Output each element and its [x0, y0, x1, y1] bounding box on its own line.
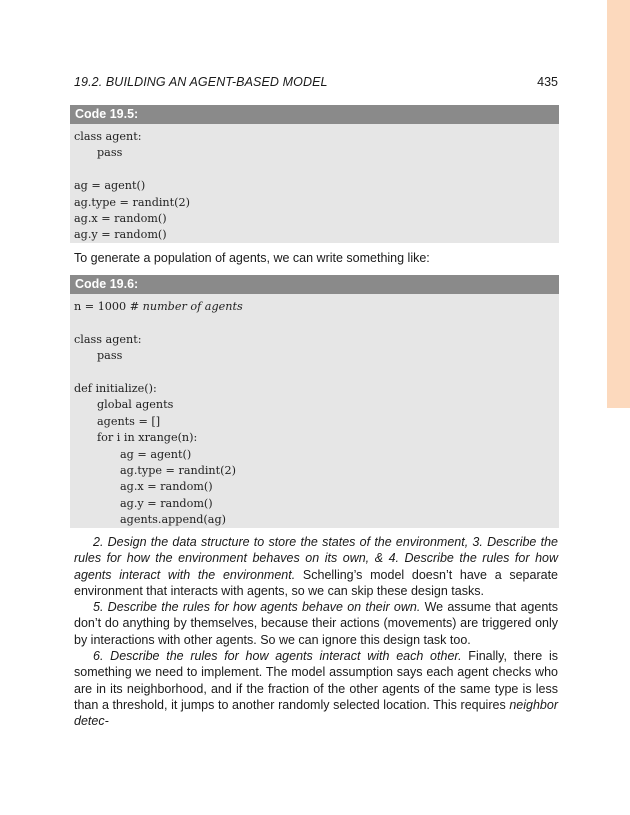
code-line: ag.x = random()	[74, 211, 167, 225]
body-text	[74, 534, 558, 730]
paragraph-lead: 2. Design the data structure to store the states of the environment, 3. Describe the rules for how the environment behaves on its own, & 4. Describe the rules for how agents interact with the environment.	[74, 535, 558, 582]
running-header	[74, 75, 558, 91]
code-line: ag.y = random()	[120, 496, 213, 510]
code-caption: Code 19.5:	[70, 105, 559, 124]
paragraph-lead: 5. Describe the rules for how agents behave on their own.	[93, 600, 421, 615]
paragraph	[74, 534, 558, 599]
code-line: global agents	[97, 398, 174, 412]
code-listing-19-5	[70, 105, 559, 243]
intro-sentence: To generate a population of agents, we can write something like:	[74, 251, 430, 265]
code-comment: # number of agents	[129, 300, 243, 313]
paragraph-text: Schelling’s model doesn’t have a separate environment that interacts with agents, so we can skip these design tasks.	[74, 567, 559, 598]
code-line: ag = agent()	[74, 179, 146, 193]
paragraph-lead: 6. Describe the rules for how agents interact with each other.	[93, 649, 462, 664]
code-line: pass	[97, 349, 123, 363]
code-text: n = 1000	[74, 300, 130, 313]
code-line: ag.y = random()	[74, 228, 167, 242]
side-color-tab	[607, 0, 630, 408]
code-line	[74, 365, 559, 381]
code-line	[74, 162, 559, 178]
code-line: ag = agent()	[120, 447, 192, 461]
code-line: ag.type = randint(2)	[120, 463, 236, 477]
code-line	[74, 299, 559, 315]
code-line: ag.x = random()	[120, 480, 213, 494]
code-line: pass	[97, 146, 123, 160]
code-line: agents = []	[97, 414, 161, 428]
code-line: class agent:	[74, 332, 142, 346]
paragraph-trail: neighbor detec-	[74, 697, 558, 729]
paragraph-text: We assume that agents don’t do anything by themselves, because their actions (movements) are triggered only by interactions with other agents. So we can ignore this design task too.	[74, 600, 558, 647]
code-line: class agent:	[74, 130, 142, 143]
section-title: 19.2. BUILDING AN AGENT-BASED MODEL	[74, 75, 328, 89]
paragraph	[74, 648, 558, 729]
page-number: 435	[537, 75, 558, 89]
code-line: agents.append(ag)	[120, 513, 226, 527]
paragraph-text: Finally, there is something we need to implement. The model assumption says each agent checks who are in its neighborhood, and if the fraction of the other agents of the same type is less than a threshold, it jumps to another randomly selected location. This requires	[74, 649, 558, 712]
code-line: for i in xrange(n):	[97, 431, 198, 445]
code-listing-19-6	[70, 275, 559, 528]
paragraph	[74, 599, 558, 648]
code-line: ag.type = randint(2)	[74, 195, 190, 209]
code-line: def initialize():	[74, 381, 157, 395]
code-caption: Code 19.6:	[70, 275, 559, 294]
code-line	[74, 315, 559, 331]
